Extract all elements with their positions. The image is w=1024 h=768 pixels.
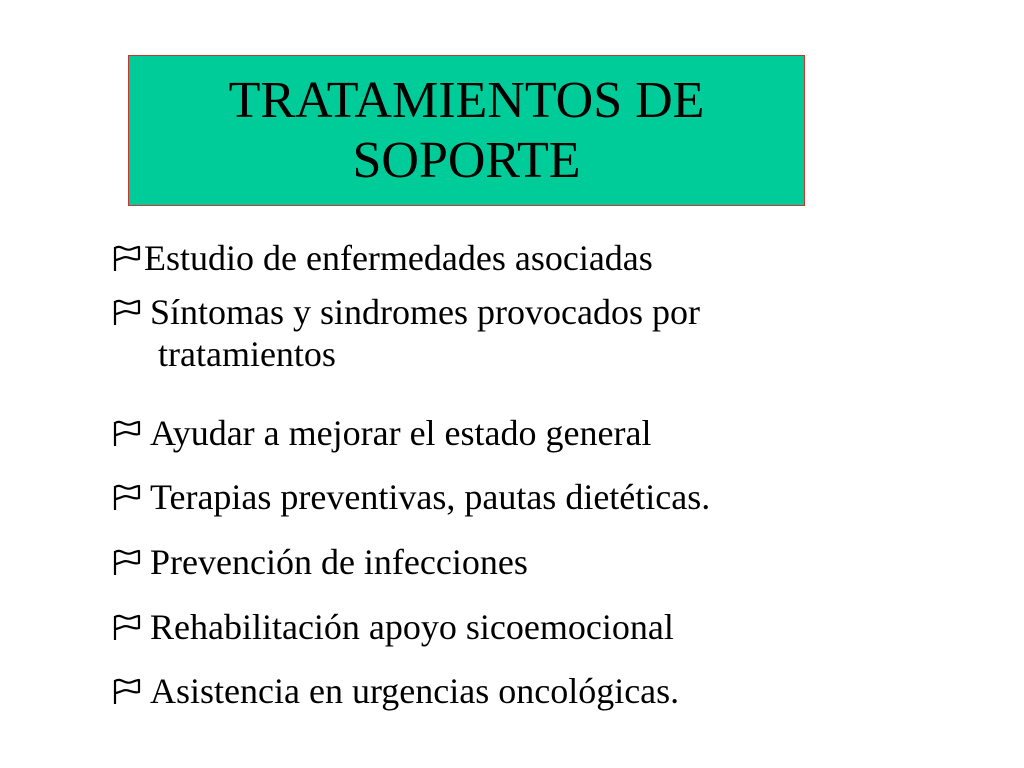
flag-icon (112, 612, 142, 642)
list-item-text: Síntomas y sindromes provocados por (150, 292, 700, 332)
list-item-text: Prevención de infecciones (150, 542, 528, 582)
list-item-continuation: tratamientos (158, 334, 336, 374)
list-item (112, 541, 528, 583)
list-item-text: Ayudar a mejorar el estado general (150, 413, 652, 453)
list-item (112, 237, 653, 279)
flag-icon (112, 418, 142, 448)
title-line-1: TRATAMIENTOS DE (228, 71, 705, 129)
flag-icon (112, 482, 142, 512)
list-item (112, 606, 674, 648)
list-item (112, 291, 700, 375)
flag-icon (112, 297, 142, 327)
flag-icon (112, 547, 142, 577)
list-item-text: Estudio de enfermedades asociadas (144, 238, 653, 278)
title-line-2: SOPORTE (352, 131, 581, 189)
flag-icon (112, 243, 142, 273)
list-item (112, 476, 710, 518)
list-item (112, 412, 651, 454)
list-item-text: Terapias preventivas, pautas dietéticas. (150, 477, 711, 517)
flag-icon (112, 676, 142, 706)
list-item (112, 670, 679, 712)
list-item-text: Asistencia en urgencias oncológicas. (150, 671, 680, 711)
list-item-text: Rehabilitación apoyo sicoemocional (150, 607, 674, 647)
